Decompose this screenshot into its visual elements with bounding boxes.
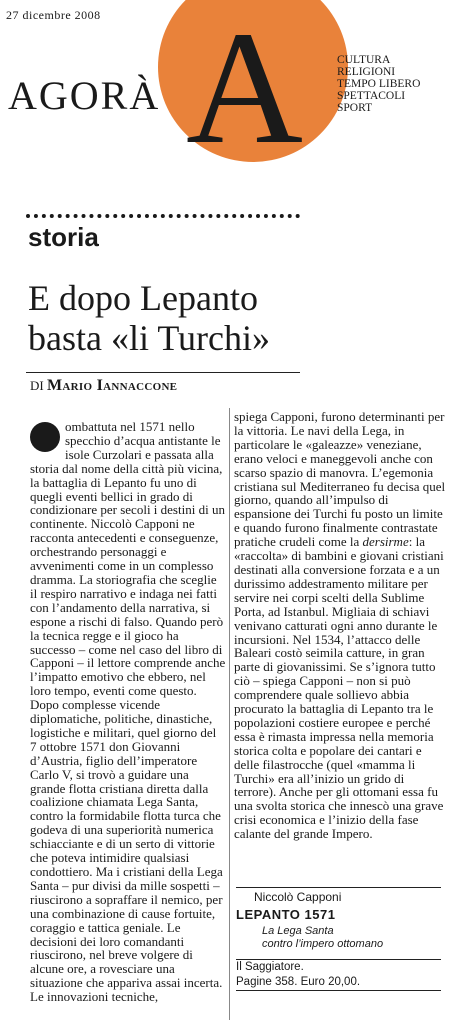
section-item: RELIGIONI [337,66,396,78]
article-column-1 [30,420,226,1004]
section-item: SPORT [337,102,373,114]
article-headline [28,278,270,358]
headline-line: basta «li Turchi» [28,318,271,358]
column-divider [229,408,230,1020]
rubric-label: storia [28,222,99,252]
book-price: Pagine 358. Euro 20,00. [236,976,361,988]
dotted-divider [26,214,300,222]
byline [30,377,177,395]
byline-rule [26,372,300,373]
byline-prefix: DI [30,378,44,393]
article-column-2 [234,410,446,841]
book-subtitle [236,925,441,951]
book-rule-bottom [236,990,441,991]
article-body-text: ombattuta nel 1571 nello specchio d’acqua antistante le isole Curzolari e passata alla storia dal nome della città più vicina, la battaglia di Lepanto fu uno di quegli eventi bellici in grado di condizionare per secoli i destini di un continente. Niccolò Capponi ne racconta antecedenti e conseguenze, orchestrando personaggi e avvenimenti come in un complesso dramma. La storiografia che sceglie il respiro narrativo e indaga nei fatti con l’andamento della narrativa, si espone a rischi di falso. Quando però la tecnica regge e il gioco ha successo – come nel caso del libro di Capponi – il lettore comprende anche l’impatto emotivo che ebbero, nel loro tempo, eventi come questo. Dopo complesse vicende diplomatiche, politiche, dinastiche, logistiche e militari, quel giorno del 7 ottobre 1571 don Giovanni d’Austria, figlio dell’imperatore Carlo V, si trovò a guidare una grande flotta cristiana diretta dalla coalizione chiamata Lega Santa, contro la formidabile flotta turca che godeva di una superiorità numerica schiacciante e di un serto di vittorie che poteva intimidire qualsiasi condottiero. Ma i cristiani della Lega Santa – pur divisi da mille sospetti – riuscirono a sopraffare il nemico, per una combinazione di cause fortuite, coraggio e tattica geniale. Le decisioni dei loro comandanti riuscirono, nel breve volgere di alcune ore, a rovesciare una situazione che appariva assai incerta. Le innovazioni tecniche, [30,419,226,1005]
book-subtitle-line: contro l’impero ottomano [262,938,384,950]
book-info-box [236,887,441,991]
section-item: TEMPO LIBERO [337,78,421,90]
logo-letter: A [186,0,303,178]
book-title: LEPANTO 1571 [236,907,336,922]
headline-line: E dopo Lepanto [28,278,258,318]
dropcap-circle-icon [30,422,60,452]
book-author: Niccolò Capponi [254,890,342,904]
section-title: AGORÀ [8,73,161,118]
section-item: SPETTACOLI [337,90,406,102]
book-subtitle-line: La Lega Santa [262,925,334,937]
issue-date: 27 dicembre 2008 [6,8,101,22]
section-list [337,54,420,114]
article-body-text: spiega Capponi, furono determinanti per la vittoria. Le navi della Lega, in particolare le «galeazze» veneziane, erano veloci e maneggevoli anche con scarso spazio di manovra. L’egemonia cristiana sul Mediterraneo fu decisa quel giorno, quando all’impulso di espansione dei Turchi fu posto un limite e quando furono finalmente contrastate pratiche crudeli come la [234,409,446,550]
section-item: CULTURA [337,54,391,66]
book-publisher: Il Saggiatore. [236,961,304,973]
italic-term: dersirme [362,534,409,550]
author-name: Mario Iannaccone [46,377,178,394]
book-rule-top [236,887,441,888]
article-body-text: : la «raccolta» di bambini e giovani cristiani destinati alla conversione forzata e a un durissimo addestramento militare per servire nei corpi scelti della Sublime Porta, ad Istanbul. Migliaia di schiavi venivano catturati ogni anno durante le incursioni. Nel 1534, l’attacco delle Baleari costò seimila catture, in gran parte di giovanissimi. Se s’ignora tutto ciò – spiega Capponi – non si può comprendere quale sollievo abbia procurato la battaglia di Lepanto tra le popolazioni costiere europee e perché essa è rimasta impressa nella memoria storica colta e popolare dei cantari e delle filastrocche (quel «mamma li Turchi» era all’inizio un grido di terrore). Anche per gli ottomani essa fu una svolta storica che innescò una grave crisi economica e l’inizio della fase calante del grande Impero. [234,534,444,842]
